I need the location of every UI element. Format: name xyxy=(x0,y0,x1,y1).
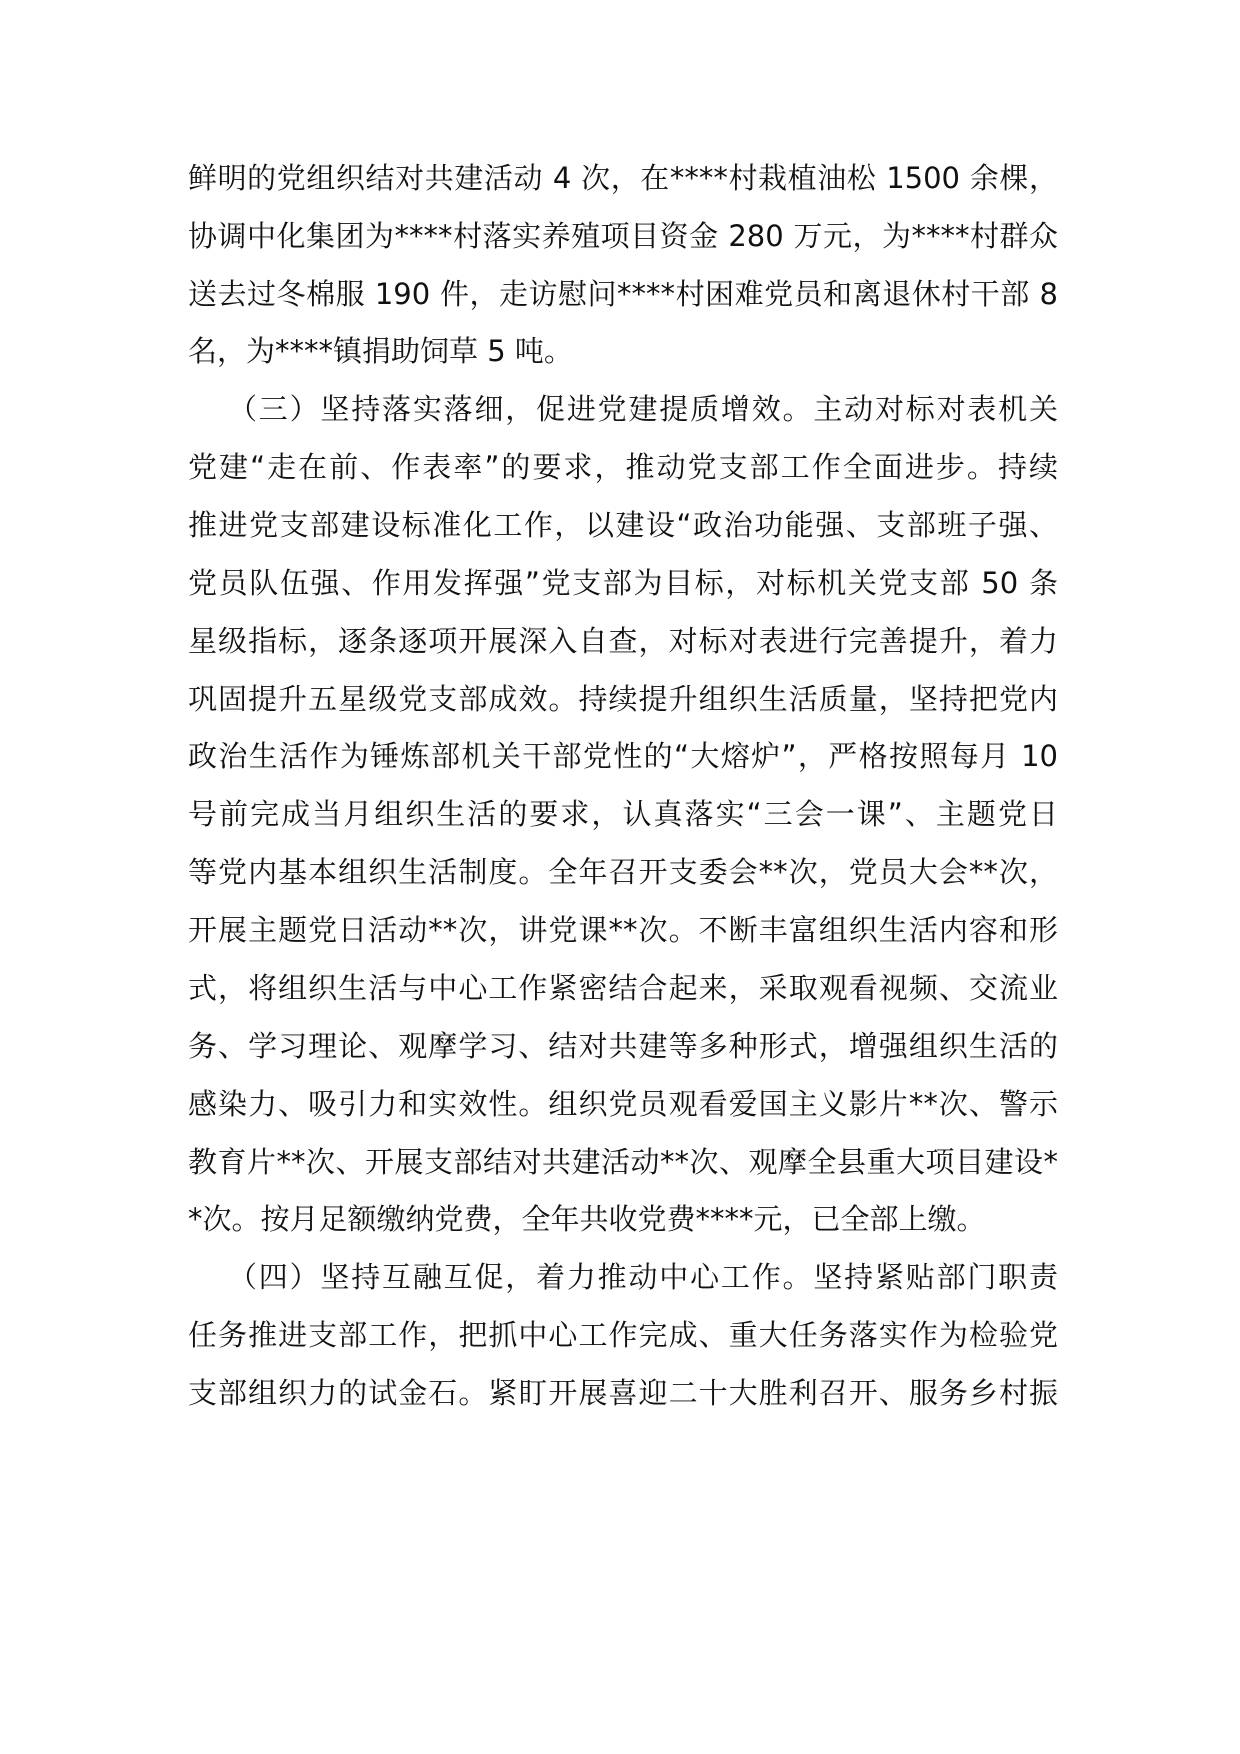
text-line: 星级指标，逐条逐项开展深入自查，对标对表进行完善提升，着力 xyxy=(188,624,1058,658)
text-line: 党建“走在前、作表率”的要求，推动党支部工作全面进步。持续 xyxy=(188,450,1058,484)
text-line: 政治生活作为锤炼部机关干部党性的“大熔炉”，严格按照每月 10 xyxy=(188,739,1058,773)
text-line: 开展主题党日活动**次，讲党课**次。不断丰富组织生活内容和形 xyxy=(188,913,1058,947)
text-line: 支部组织力的试金石。紧盯开展喜迎二十大胜利召开、服务乡村振 xyxy=(188,1376,1058,1410)
text-line: 名，为****镇捐助饲草 5 吨。 xyxy=(188,334,573,368)
text-line: 式，将组织生活与中心工作紧密结合起来，采取观看视频、交流业 xyxy=(188,971,1058,1005)
text-line: 教育片**次、开展支部结对共建活动**次、观摩全县重大项目建设* xyxy=(188,1145,1058,1179)
text-line: 送去过冬棉服 190 件，走访慰问****村困难党员和离退休村干部 8 xyxy=(188,277,1058,311)
text-line: 协调中化集团为****村落实养殖项目资金 280 万元，为****村群众 xyxy=(188,219,1058,253)
text-line: 任务推进支部工作，把抓中心工作完成、重大任务落实作为检验党 xyxy=(188,1318,1058,1352)
text-line: 党员队伍强、作用发挥强”党支部为目标，对标机关党支部 50 条 xyxy=(188,566,1058,600)
text-line: 务、学习理论、观摩学习、结对共建等多种形式，增强组织生活的 xyxy=(188,1029,1058,1063)
text-line: 巩固提升五星级党支部成效。持续提升组织生活质量，坚持把党内 xyxy=(188,682,1058,716)
section-heading-line: （四）坚持互融互促，着力推动中心工作。坚持紧贴部门职责 xyxy=(228,1260,1058,1294)
text-line: *次。按月足额缴纳党费，全年共收党费****元，已全部上缴。 xyxy=(188,1202,986,1236)
text-line: 推进党支部建设标准化工作，以建设“政治功能强、支部班子强、 xyxy=(188,508,1058,542)
text-line: 感染力、吸引力和实效性。组织党员观看爱国主义影片**次、警示 xyxy=(188,1087,1058,1121)
text-line: 等党内基本组织生活制度。全年召开支委会**次，党员大会**次， xyxy=(188,855,1058,889)
section-heading-line: （三）坚持落实落细，促进党建提质增效。主动对标对表机关 xyxy=(228,392,1058,426)
text-line: 鲜明的党组织结对共建活动 4 次，在****村栽植油松 1500 余棵， xyxy=(188,161,1058,195)
text-line: 号前完成当月组织生活的要求，认真落实“三会一课”、主题党日 xyxy=(188,797,1058,831)
